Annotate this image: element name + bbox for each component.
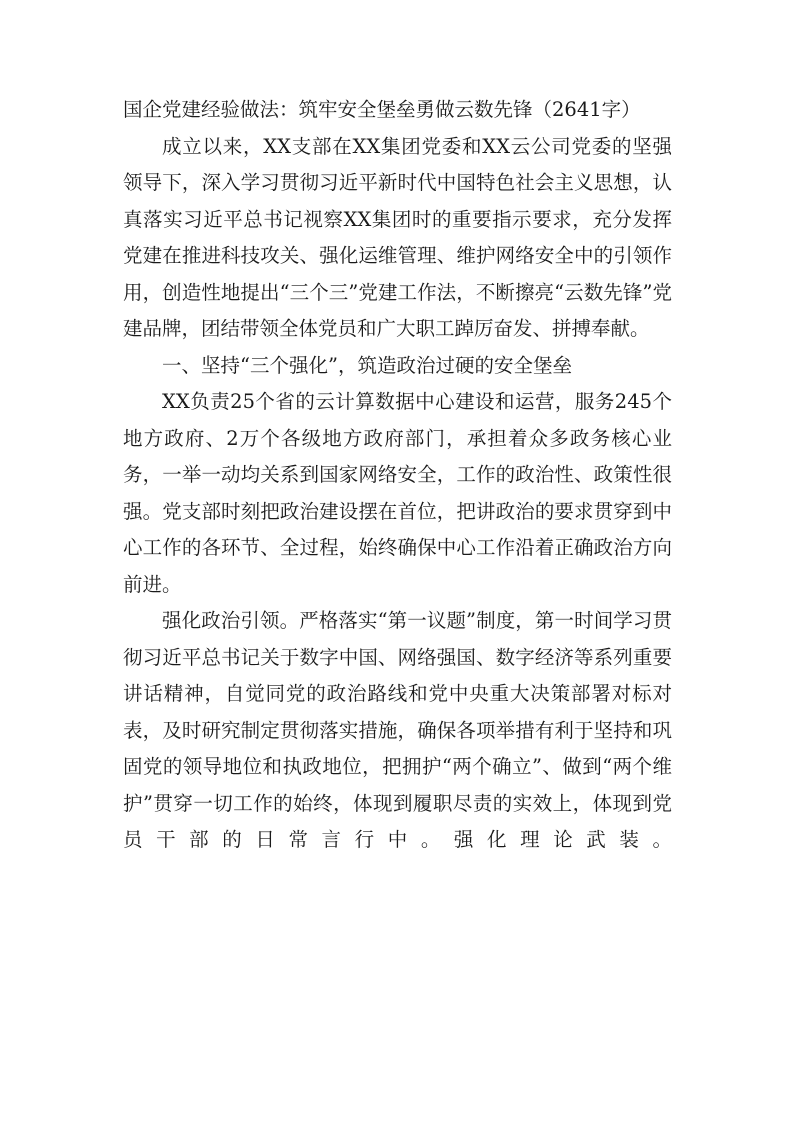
section-heading-1: 一、坚持“三个强化”，筑造政治过硬的安全堡垒 [162, 353, 572, 377]
document-title: 国企党建经验做法：筑牢安全堡垒勇做云数先锋（2641字） [123, 98, 641, 121]
paragraph-intro: 成立以来，XX支部在XX集团党委和XX云公司党委的坚强领导下，深入学习贯彻习近平新时代中国特色社会主义思想，认真落实习近平总书记视察XX集团时的重要指示要求，充分发挥党建在推进科技攻关、强化运维管理、维护网络安全中的引领作用，创造性地提出“三个三”党建工作法，不断擦亮“云数先锋”党建品牌，团结带领全体党员和广大职工踔厉奋发、拼搏奉献。 [123, 134, 672, 340]
paragraph-political-guidance: 强化政治引领。严格落实“第一议题”制度，第一时间学习贯彻习近平总书记关于数字中国、网络强国、数字经济等系列重要讲话精神，自觉同党的政治路线和党中央重大决策部署对标对表，及时研究制定贯彻落实措施，确保各项举措有利于坚持和巩固党的领导地位和执政地位，把拥护“两个确立”、做到“两个维护”贯穿一切工作的始终，体现到履职尽责的实效上，体现到党员干部的日常言行中。强化理论武装。 [123, 609, 672, 851]
paragraph-section-1-overview: XX负责25个省的云计算数据中心建设和运营，服务245个地方政府、2万个各级地方政府部门，承担着众多政务核心业务，一举一动均关系到国家网络安全，工作的政治性、政策性很强。党支部时刻把政治建设摆在首位，把讲政治的要求贯穿到中心工作的各环节、全过程，始终确保中心工作沿着正确政治方向前进。 [123, 390, 672, 596]
document-body [123, 92, 672, 859]
